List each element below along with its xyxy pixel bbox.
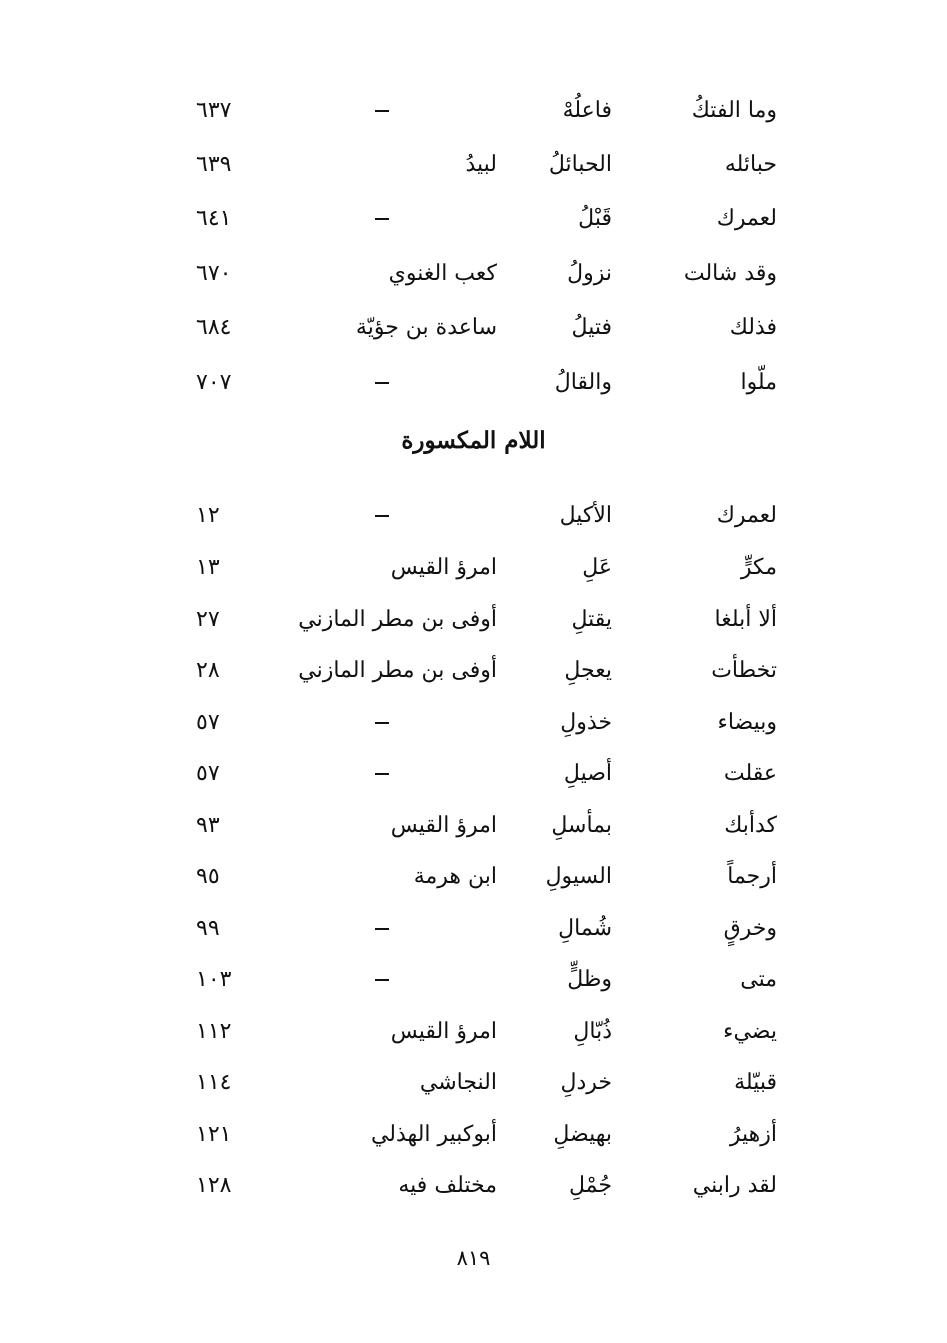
page-ref: ١٢١ xyxy=(196,1122,232,1147)
page-ref: ١١٤ xyxy=(196,1070,232,1095)
first-word: ملّوا xyxy=(740,370,777,395)
first-word: قبيّلة xyxy=(734,1070,777,1095)
first-word: أزهيرُ xyxy=(729,1122,777,1147)
table-row xyxy=(0,302,947,354)
page-ref: ١٠٣ xyxy=(196,967,232,992)
rhyme-word: خردلِ xyxy=(560,1070,612,1095)
rhyme-word: والقالُ xyxy=(554,370,612,395)
first-word: فذلك xyxy=(729,315,777,340)
section-heading: اللام المكسورة xyxy=(401,427,546,454)
page-ref: ١٢ xyxy=(196,503,220,528)
rhyme-word: بهيضلِ xyxy=(553,1122,612,1147)
first-word: كدأبك xyxy=(724,813,777,838)
page-ref: ٦٣٩ xyxy=(196,152,232,177)
page-ref: ٥٧ xyxy=(196,710,220,735)
first-word: مكرٍّ xyxy=(740,555,777,580)
rhyme-word: أصيلِ xyxy=(563,761,612,786)
poet-name: أبوكبير الهذلي xyxy=(370,1122,497,1147)
poet-name: امرؤ القيس xyxy=(390,1019,497,1044)
rhyme-word: عَلِ xyxy=(582,555,612,580)
table-row xyxy=(0,697,947,749)
rhyme-word: جُمْلِ xyxy=(569,1173,612,1198)
poet-dash xyxy=(375,382,389,384)
rhyme-word: فتيلُ xyxy=(571,315,612,340)
first-word: عقلت xyxy=(723,761,777,786)
table-row xyxy=(0,193,947,245)
table-row xyxy=(0,1006,947,1058)
rhyme-word: الحبائلُ xyxy=(548,152,612,177)
first-word: ألا أبلغا xyxy=(714,607,777,632)
page-number: ٨١٩ xyxy=(456,1246,491,1270)
rhyme-word: يعجلِ xyxy=(564,658,612,683)
poet-dash xyxy=(375,515,389,517)
rhyme-word: ذُبّالِ xyxy=(573,1019,612,1044)
first-word: لقد رابني xyxy=(692,1173,777,1198)
first-word: وخرقٍ xyxy=(723,916,777,941)
poet-name: النجاشي xyxy=(419,1070,497,1095)
first-word: حبائله xyxy=(724,152,777,177)
page-ref: ١٢٨ xyxy=(196,1173,232,1198)
rhyme-word: بمأسلِ xyxy=(551,813,612,838)
table-row xyxy=(0,1160,947,1212)
rhyme-word: قَبْلُ xyxy=(578,206,612,231)
rhyme-word: نزولُ xyxy=(567,261,612,286)
rhyme-word: الأكيل xyxy=(559,503,612,528)
poet-dash xyxy=(375,110,389,112)
rhyme-word: خذولِ xyxy=(560,710,612,735)
page-ref: ١٣ xyxy=(196,555,220,580)
poet-name: ساعدة بن جؤيّة xyxy=(355,315,497,340)
poet-dash xyxy=(375,928,389,930)
first-word: متى xyxy=(740,967,777,992)
poet-name: أوفى بن مطر المازني xyxy=(298,607,497,632)
table-row xyxy=(0,594,947,646)
first-word: وما الفتكُ xyxy=(691,98,777,123)
table-row xyxy=(0,800,947,852)
first-word: وقد شالت xyxy=(683,261,777,286)
rhyme-word: وظلٍّ xyxy=(567,967,612,992)
poet-name: مختلف فيه xyxy=(398,1173,497,1198)
page-ref: ٦٤١ xyxy=(196,206,232,231)
page-ref: ٢٧ xyxy=(196,607,220,632)
table-row xyxy=(0,357,947,409)
page-ref: ٧٠٧ xyxy=(196,370,232,395)
table-row xyxy=(0,490,947,542)
page-ref: ٦٨٤ xyxy=(196,315,232,340)
table-row xyxy=(0,645,947,697)
poet-name: لبيدُ xyxy=(465,152,497,177)
first-word: تخطأت xyxy=(711,658,777,683)
rhyme-word: السيولِ xyxy=(545,864,612,889)
table-row xyxy=(0,748,947,800)
table-row xyxy=(0,85,947,137)
poet-dash xyxy=(375,218,389,220)
table-row xyxy=(0,542,947,594)
table-row xyxy=(0,954,947,1006)
first-word: لعمرك xyxy=(716,503,777,528)
first-word: أرجماً xyxy=(727,864,777,889)
poet-dash xyxy=(375,773,389,775)
page-ref: ٦٣٧ xyxy=(196,98,232,123)
page-ref: ١١٢ xyxy=(196,1019,232,1044)
poet-dash xyxy=(375,979,389,981)
rhyme-word: فاعلُهْ xyxy=(562,98,612,123)
poet-name: امرؤ القيس xyxy=(390,555,497,580)
table-row xyxy=(0,1109,947,1161)
page-ref: ٩٩ xyxy=(196,916,220,941)
first-word: يضيء xyxy=(723,1019,777,1044)
page-ref: ٢٨ xyxy=(196,658,220,683)
rhyme-word: يقتلِ xyxy=(571,607,612,632)
page-ref: ٩٥ xyxy=(196,864,220,889)
table-row xyxy=(0,851,947,903)
table-row xyxy=(0,903,947,955)
table-row xyxy=(0,1057,947,1109)
first-word: لعمرك xyxy=(716,206,777,231)
table-row xyxy=(0,248,947,300)
first-word: وبيضاء xyxy=(717,710,777,735)
poet-name: أوفى بن مطر المازني xyxy=(298,658,497,683)
poet-dash xyxy=(375,722,389,724)
page-ref: ٦٧٠ xyxy=(196,261,232,286)
table-row xyxy=(0,139,947,191)
poet-name: كعب الغنوي xyxy=(388,261,497,286)
page-ref: ٥٧ xyxy=(196,761,220,786)
rhyme-word: شُمالِ xyxy=(558,916,612,941)
page-ref: ٩٣ xyxy=(196,813,220,838)
poet-name: امرؤ القيس xyxy=(390,813,497,838)
poet-name: ابن هرمة xyxy=(413,864,497,889)
